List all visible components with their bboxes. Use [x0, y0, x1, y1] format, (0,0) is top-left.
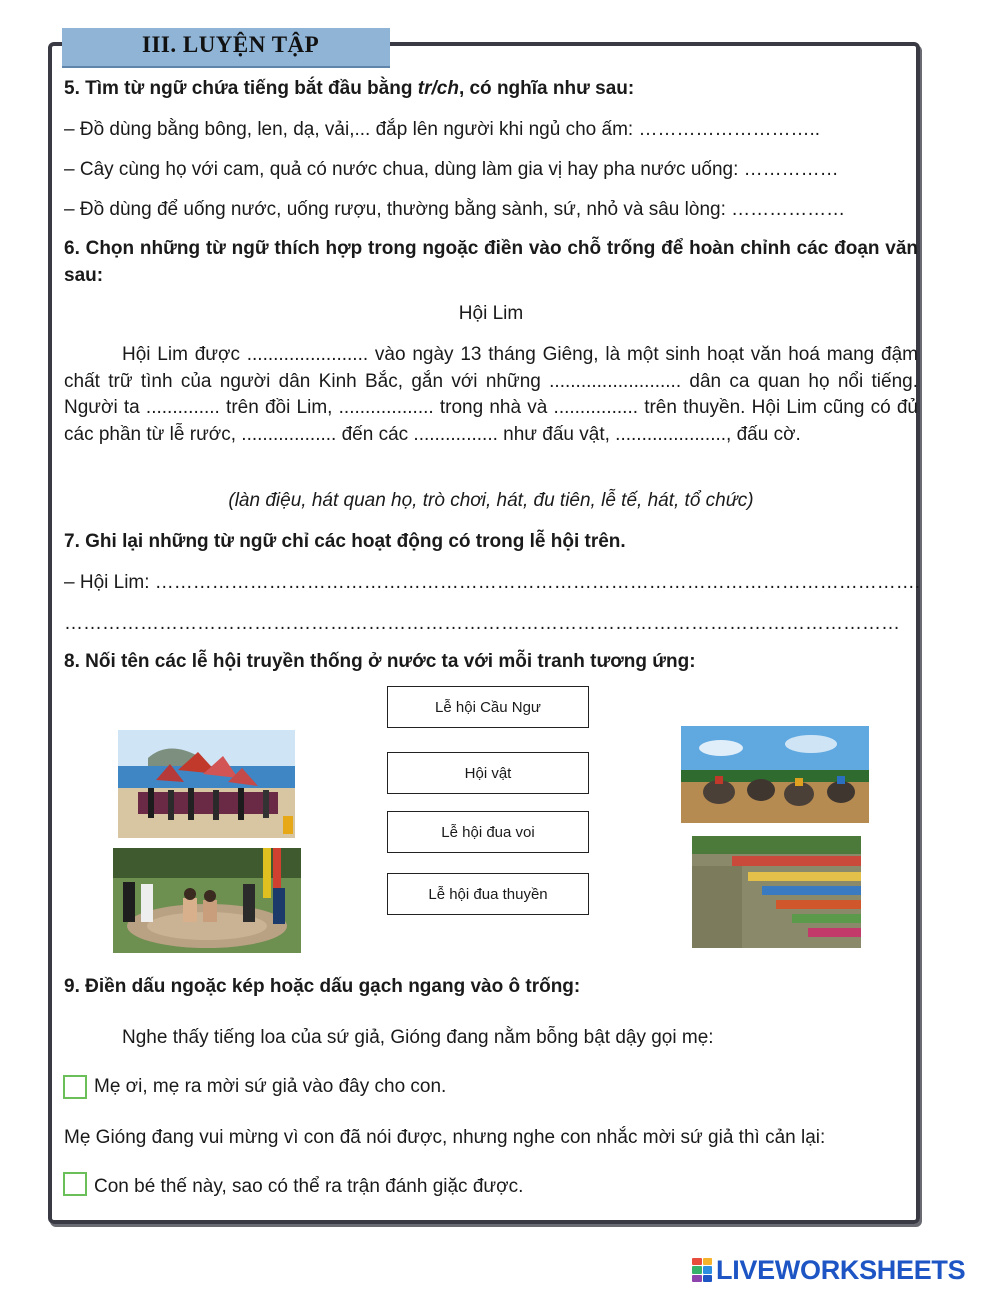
- q5-item-3: ‒ Đồ dùng để uống nước, uống rượu, thường bằng sành, sứ, nhỏ và sâu lòng: ………………: [64, 199, 846, 220]
- q9-dialogue-1: Mẹ ơi, mẹ ra mời sứ giả vào đây cho con.: [94, 1076, 447, 1097]
- section-title: III. LUYỆN TẬP: [142, 32, 320, 57]
- q5-title: 5. Tìm từ ngữ chứa tiếng bắt đầu bằng tr/ch, có nghĩa như sau:: [64, 78, 635, 99]
- option-hoi-vat[interactable]: Hội vật: [387, 752, 589, 794]
- q9-middle: Mẹ Gióng đang vui mừng vì con đã nói được, nhưng nghe con nhắc mời sứ giả thì cản lại:: [64, 1127, 826, 1148]
- q7-answer-line-2[interactable]: ……………………………………………………………………………………………………………………: [64, 613, 900, 634]
- q5-item-2: ‒ Cây cùng họ với cam, quả có nước chua, dùng làm gia vị hay pha nước uống: ……………: [64, 159, 839, 180]
- option-dua-thuyen[interactable]: Lễ hội đua thuyền: [387, 873, 589, 915]
- liveworksheets-brand: LIVEWORKSHEETS: [716, 1254, 966, 1285]
- dialogue-mark-box-1[interactable]: [63, 1075, 87, 1099]
- q9-dialogue-2: Con bé thế này, sao có thể ra trận đánh giặc được.: [94, 1176, 524, 1197]
- passage-title: Hội Lim: [458, 303, 524, 324]
- wrestling-photo[interactable]: [113, 848, 301, 953]
- boat-race-photo[interactable]: [692, 836, 861, 948]
- q6-title: 6. Chọn những từ ngữ thích hợp trong ngoặc điền vào chỗ trống để hoàn chỉnh các đoạn văn sau:: [64, 238, 918, 286]
- q7-answer-line-1[interactable]: ‒ Hội Lim: ………………………………………………………………………………………………………….: [64, 572, 921, 593]
- option-cau-ngu[interactable]: Lễ hội Cầu Ngư: [387, 686, 589, 728]
- fishing-festival-photo[interactable]: [118, 730, 295, 838]
- q8-title: 8. Nối tên các lễ hội truyền thống ở nước ta với mỗi tranh tương ứng:: [64, 651, 696, 672]
- liveworksheets-logo[interactable]: [692, 1254, 965, 1286]
- word-bank: (làn điệu, hát quan họ, trò chơi, hát, đu tiên, lễ tế, hát, tổ chức): [228, 490, 754, 511]
- q9-intro: Nghe thấy tiếng loa của sứ giả, Gióng đang nằm bỗng bật dậy gọi mẹ:: [122, 1027, 714, 1048]
- q9-title: 9. Điền dấu ngoặc kép hoặc dấu gạch ngang vào ô trống:: [64, 976, 581, 997]
- q5-item-1: ‒ Đồ dùng bằng bông, len, dạ, vải,... đắp lên người khi ngủ cho ấm: ………………………..: [64, 119, 821, 140]
- passage-text: Hội Lim được ....................... vào ngày 13 tháng Giêng, là một sinh hoạt văn hoá mang đậm chất trữ tình của người dân Kinh Bắc, gắn với những ......................... dân ca quan họ nổi tiếng. Người ta .............. trên đồi Lim, .................. trong nhà và ................ trên thuyền. Hội Lim cũng có đủ các phần từ lễ rước, .................. đến các ................ như đấu vật, ....................., đấu cờ.: [64, 344, 918, 445]
- option-dua-voi[interactable]: Lễ hội đua voi: [387, 811, 589, 853]
- q7-title: 7. Ghi lại những từ ngữ chỉ các hoạt động có trong lễ hội trên.: [64, 531, 626, 552]
- dialogue-mark-box-2[interactable]: [63, 1172, 87, 1196]
- liveworksheets-logo-icon: [692, 1258, 712, 1282]
- elephant-race-photo[interactable]: [681, 726, 869, 823]
